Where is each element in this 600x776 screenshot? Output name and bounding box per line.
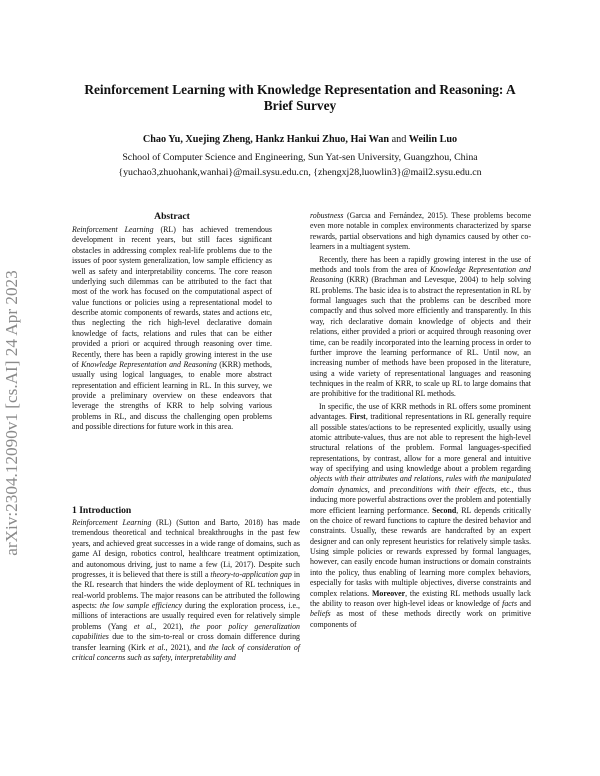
paragraph-text: , and bbox=[367, 484, 390, 494]
abstract-text: (RL) has achieved tremendous development in recent years, but still faces significant obstacles in addressing complex real-life problems due to the issues of poor system generalization, low sample efficiency as well as safety and interpretability concerns. The core reason underlying such dilemmas can be attributed to the fact that most of the work has focused on the computational aspect of value functions or policies using a representational model to describe atomic components of rewards, states and actions etc, thus neglecting the rich high-level declarative domain knowledge of facts, relations and rules that can be either provided a priori or acquired through reasoning over time. Recently, there has been a rapidly growing interest in the use of bbox=[72, 225, 272, 369]
paragraph bbox=[310, 211, 531, 253]
paragraph-text: and bbox=[517, 598, 531, 608]
paragraph-text: , bbox=[441, 474, 446, 484]
paper-title: Reinforcement Learning with Knowledge Representation and Reasoning: A Brief Survey bbox=[84, 82, 516, 113]
author-name: Chao Yu bbox=[142, 134, 181, 145]
abstract-heading: Abstract bbox=[154, 211, 190, 222]
term: objects with their attributes and relations bbox=[310, 474, 442, 484]
emphasis: Moreover bbox=[371, 588, 406, 598]
author-separator: , bbox=[345, 134, 348, 145]
right-column bbox=[310, 211, 531, 630]
author-name: Hankz Hankui Zhuo bbox=[255, 134, 346, 145]
intro-term: the low sample efficiency bbox=[99, 601, 183, 610]
arxiv-stamp-text: arXiv:2304.12090v1 [cs.AI] 24 Apr 2023 bbox=[2, 270, 21, 556]
paragraph-text: (KRR) (Brachman and Levesque, 2004) to help solving RL problems. The basic idea is to abstract the representation in RL by formal languages such that the problems can be described more compactly and thus solved more efficiently and transparently. In this way, rich declarative domain knowledge of objects and their relations, either provided a priori or acquired through reasoning over time, can be readily incorporated into the learning process in order to further improve the learning performance of RL. Until now, an increasing number of methods have been proposed in the literature, using a wide variety of representational languages and reasoning techniques in the realm of KRR, to scale up RL to large domains that are prohibitive for the traditional RL methods. bbox=[310, 275, 531, 399]
section-heading: 1 Introduction bbox=[72, 505, 132, 516]
intro-term: theory-to-application gap bbox=[210, 569, 292, 579]
intro-text: due to the sim-to-real or cross domain difference during transfer learning (Kirk bbox=[72, 632, 300, 652]
paragraph bbox=[310, 402, 531, 630]
paragraph-text: , traditional representations in RL generally require all possible states/actions to be represented explicitly, usually using atomic attribute-values, thus are not able to represent the high-level structural relations of the problem. Formal languages-specified representations, by contrast, allow for a more general and intuitive way of specifying and using knowledge about a problem regarding bbox=[310, 412, 531, 473]
intro-body bbox=[72, 518, 300, 663]
author-separator: , bbox=[180, 134, 183, 145]
author-conjunction: and bbox=[391, 134, 407, 145]
intro-term: the lack of consideration of critical concerns such as safety, interpretability and bbox=[72, 642, 300, 662]
intro-text: , 2021), bbox=[154, 621, 191, 631]
term: robustness bbox=[310, 211, 344, 220]
intro-term: Reinforcement Learning bbox=[72, 518, 152, 527]
paragraph-text: In specific, the use of KRR methods in RL offers some prominent advantages. bbox=[310, 401, 531, 422]
emphasis: First bbox=[349, 412, 366, 422]
paragraph-text: as most of these methods directly work on primitive components of bbox=[310, 609, 531, 629]
paragraph bbox=[310, 255, 531, 400]
abstract-text: (KRR) methods, usually using logical languages, to enable more abstract representation and efficient learning in RL. In this survey, we provide a preliminary overview on these endeavors that leverage the strengths of KRR to help solving various problems in RL, and discuss the challenging open problems and possible directions for future work in this area. bbox=[72, 359, 273, 432]
paragraph-text: , the existing RL methods usually lack the ability to reason over high-level ideas or knowledge of bbox=[310, 588, 531, 608]
paragraph-text: (Garcıa and Fernández, 2015). These problems become even more notable in complex environments characterized by sparse rewards, partial observations and high dynamics caused by other co-learners in a multiagent system. bbox=[310, 211, 531, 252]
citation-etal: et al. bbox=[148, 642, 166, 652]
term: Knowledge Representation and Reasoning bbox=[310, 264, 531, 285]
paragraph-text: , etc., thus inducing more powerful abstractions over the problem and potentially more efficient learning performance. bbox=[310, 484, 532, 515]
affiliation: School of Computer Science and Engineering, Sun Yat-sen University, Guangzhou, China bbox=[122, 152, 478, 163]
intro-text: (RL) (Sutton and Barto, 2018) has made tremendous theoretical and technical breakthroughs in the past few years, and achieved great successes in a wide range of domains, such as game AI design, robotics control, healthcare treatment optimization, and autonomous driving, just to name a few (Li, 2017). Despite such progresses, it is believed that there is still a bbox=[72, 518, 300, 579]
arxiv-stamp bbox=[1, 212, 23, 614]
term: beliefs bbox=[310, 609, 331, 619]
author-separator: , bbox=[250, 134, 253, 145]
author-name: Weilin Luo bbox=[408, 134, 458, 145]
paragraph-text: Recently, there has been a rapidly growing interest in the use of methods and tools from the area of bbox=[310, 254, 531, 274]
author-list bbox=[60, 134, 540, 146]
intro-text: in the RL research that hinders the wide deployment of RL techniques in real-world problems. The major reasons can be attributed the following aspects: bbox=[72, 569, 300, 610]
author-name: Xuejing Zheng bbox=[185, 134, 251, 145]
citation-etal: et al. bbox=[133, 621, 155, 631]
term: rules with the manipulated domain dynamics bbox=[310, 474, 532, 494]
abstract-term: Reinforcement Learning bbox=[72, 225, 154, 234]
author-name: Hai Wan bbox=[350, 134, 390, 145]
intro-text: , 2021), and bbox=[165, 642, 209, 652]
term: preconditions with their effects bbox=[389, 484, 495, 494]
abstract-term: Knowledge Representation and Reasoning bbox=[81, 359, 217, 369]
author-emails: {yuchao3,zhuohank,wanhai}@mail.sysu.edu.cn, {zhengxj28,luowlin3}@mail2.sysu.edu.cn bbox=[118, 167, 482, 178]
intro-term: the poor policy generalization capabilities bbox=[72, 621, 300, 642]
term: facts bbox=[502, 598, 518, 608]
intro-text: during the exploration process, i.e., millions of interactions are usually required even for relatively simple problems (Yang bbox=[72, 601, 301, 631]
paragraph-text: , RL depends critically on the choice of reward functions to capture the desired behavior and constraints. Usually, these rewards are handcrafted by an expert designer and can only represent heuristics for relatively simple tasks. Using simple policies or rewards expressed by formal languages, however, can easily encode human instructions or domain constraints into the policy, thus enabling of learning more complex behaviors, especially for tasks with multiple objectives, diverse constraints and complex relations. bbox=[310, 505, 532, 598]
abstract-body bbox=[72, 225, 272, 433]
emphasis: Second bbox=[432, 505, 457, 515]
